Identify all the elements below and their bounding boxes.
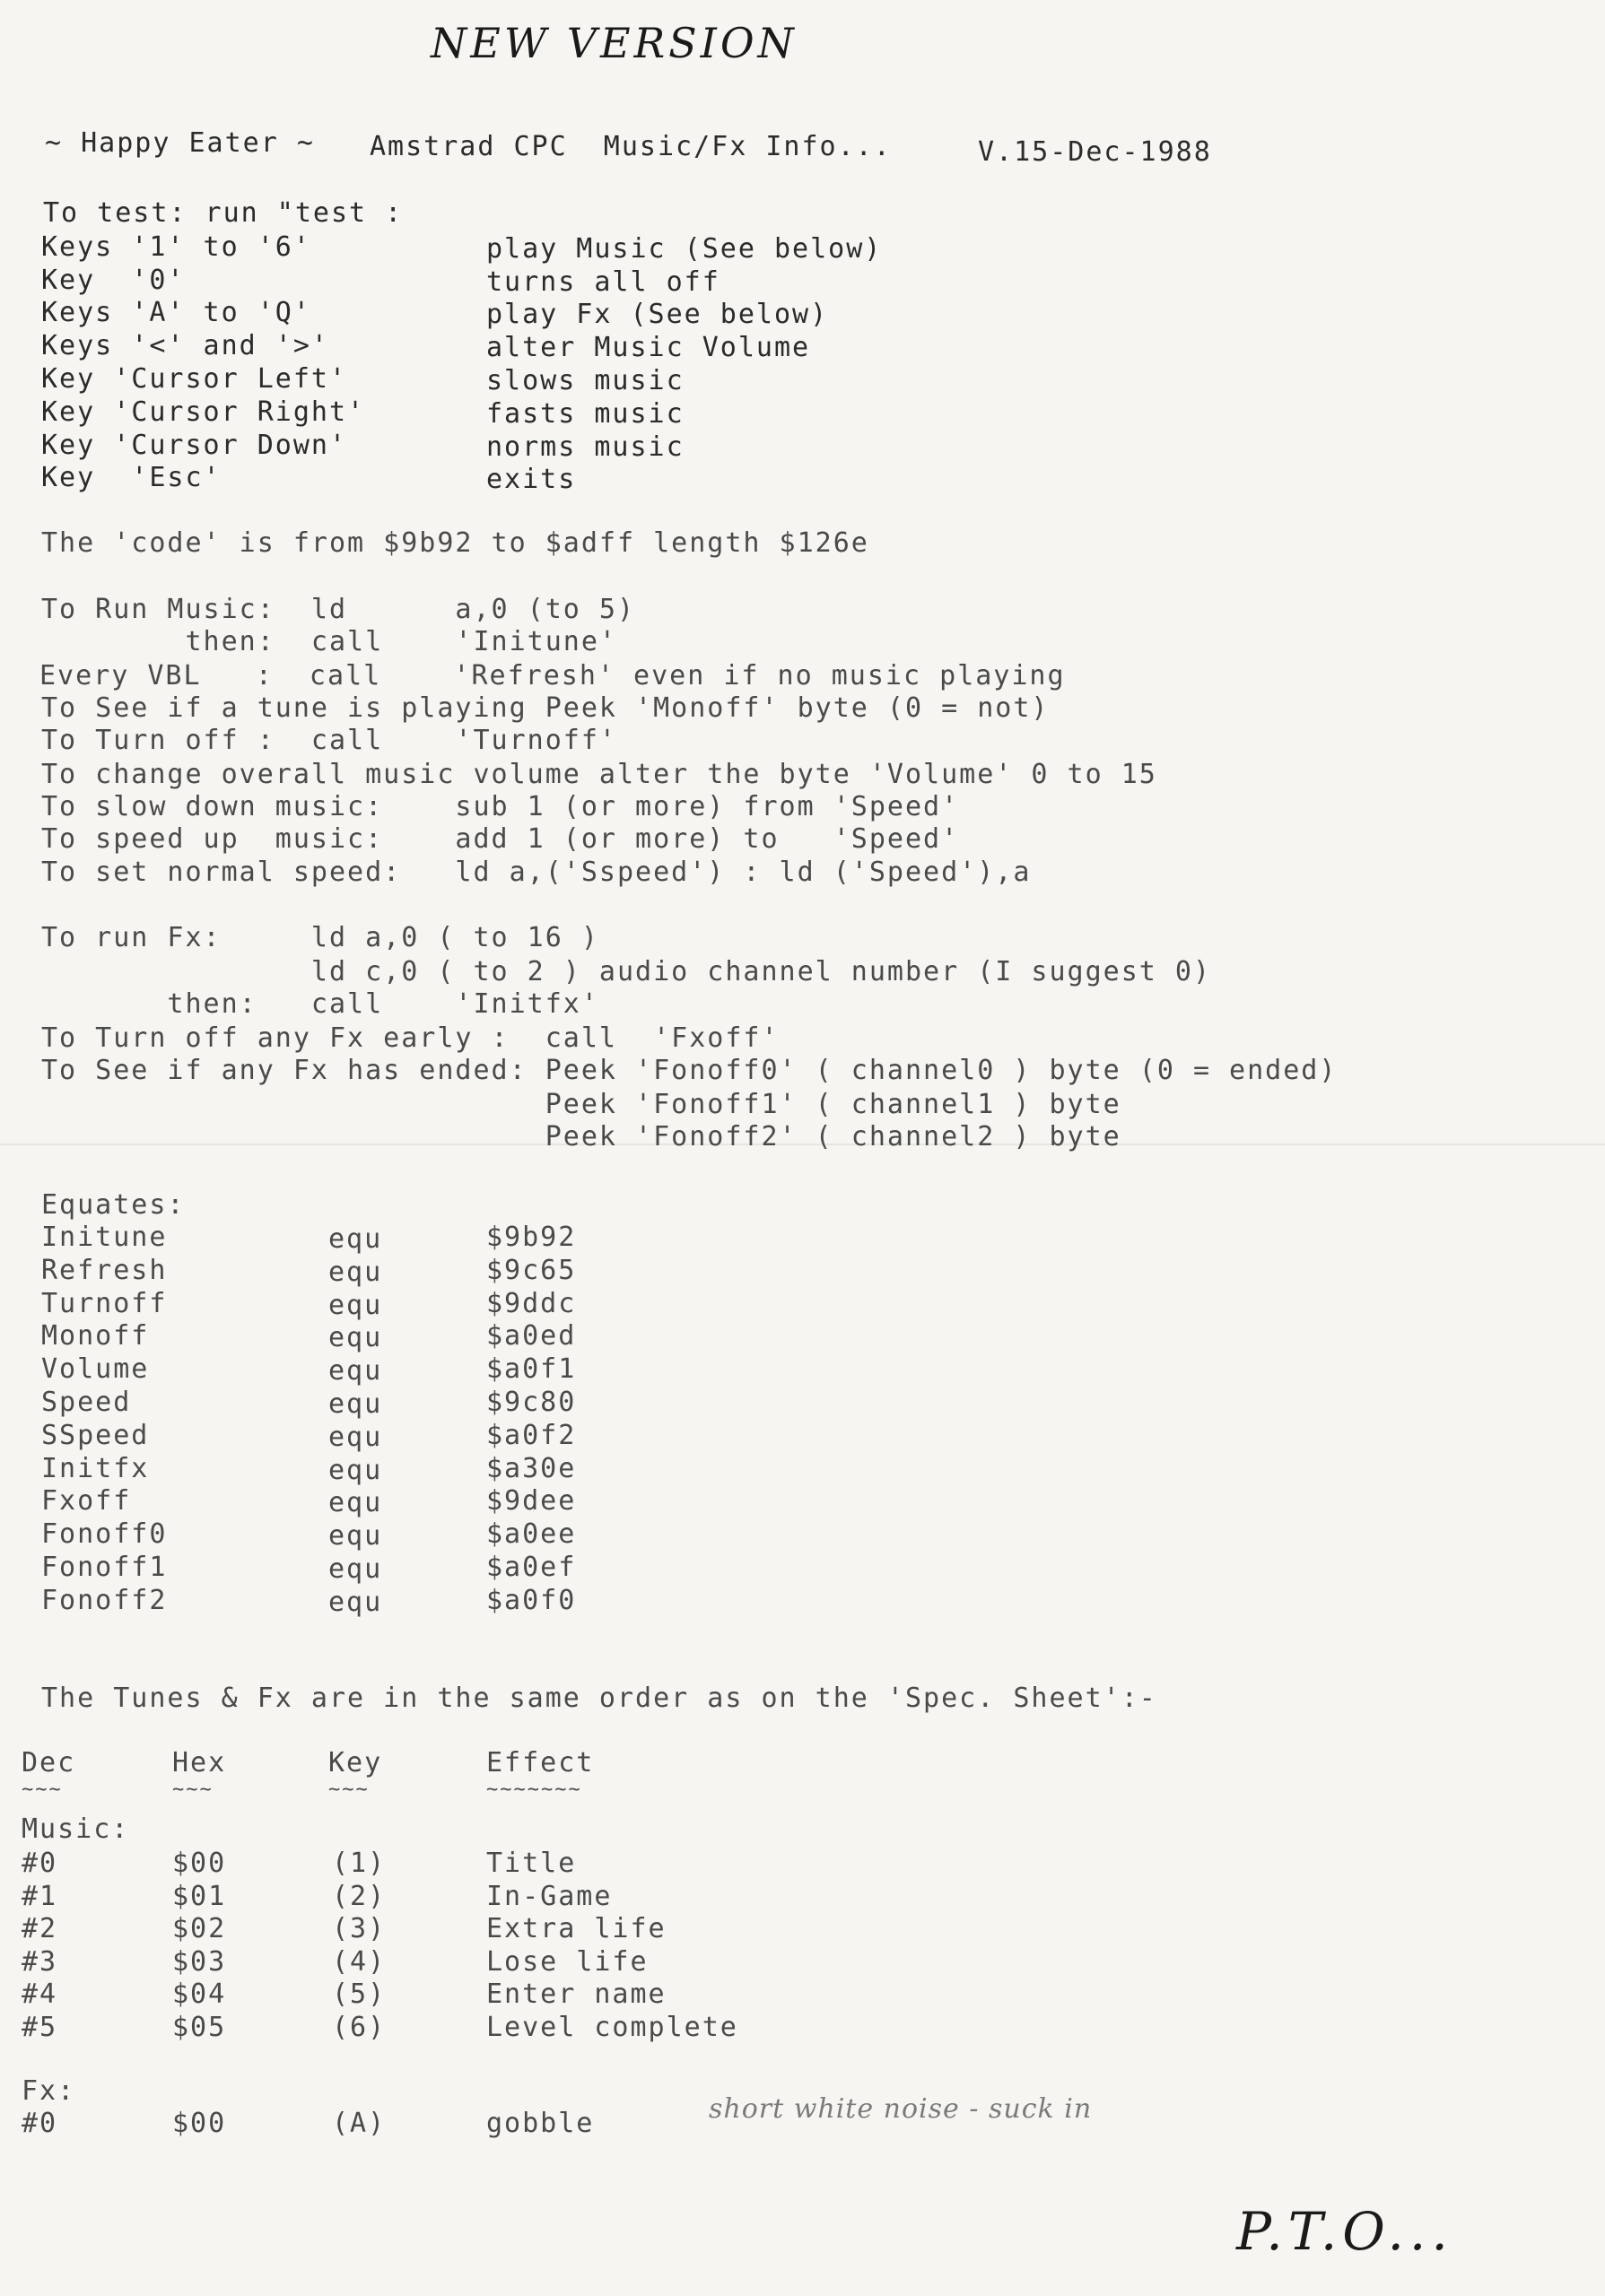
- test-intro: To test: run "test :: [43, 197, 404, 229]
- music-effect: Extra life: [486, 1913, 667, 1945]
- underline-effect: ~~~~~~~: [486, 1779, 582, 1801]
- music-effect: Lose life: [486, 1945, 649, 1978]
- equate-value: $a0ed: [486, 1320, 577, 1352]
- music-effect: In-Game: [486, 1880, 613, 1912]
- music-hex: $05: [172, 2012, 227, 2043]
- music-key: (3): [332, 1913, 387, 1945]
- equate-value: $a30e: [486, 1452, 577, 1484]
- title-center: Amstrad CPC Music/Fx Info...: [370, 131, 892, 162]
- fx-instruction-line: then: call 'Initfx': [41, 988, 599, 1020]
- equate-op: equ: [328, 1355, 383, 1387]
- music-dec: #3: [22, 1945, 58, 1978]
- fx-hex: $00: [172, 2108, 227, 2139]
- equate-name: Fonoff2: [41, 1584, 168, 1616]
- test-key-label: Key '0': [41, 265, 186, 296]
- music-instruction-line: To set normal speed: ld a,('Sspeed') : ld ('Speed'),a: [41, 857, 1032, 888]
- music-instruction-line: To speed up music: add 1 (or more) to 'Speed': [41, 823, 960, 855]
- test-key-action: alter Music Volume: [486, 332, 811, 363]
- handwritten-header: NEW VERSION: [431, 19, 798, 67]
- fx-effect: gobble: [486, 2108, 595, 2139]
- code-range-line: The 'code' is from $9b92 to $adff length $126e: [41, 527, 869, 559]
- handwritten-note: short white noise - suck in: [709, 2093, 1093, 2125]
- music-dec: #1: [22, 1880, 58, 1912]
- music-key: (2): [332, 1880, 387, 1912]
- order-line: The Tunes & Fx are in the same order as on the 'Spec. Sheet':-: [41, 1683, 1157, 1714]
- underline-hex: ~~~: [172, 1779, 214, 1801]
- fx-instruction-line: To See if any Fx has ended: Peek 'Fonoff0' ( channel0 ) byte (0 = ended): [41, 1055, 1338, 1086]
- header-dec: Dec: [22, 1747, 76, 1779]
- music-key: (6): [332, 2012, 387, 2043]
- test-key-label: Keys '1' to '6': [41, 231, 311, 263]
- music-dec: #4: [22, 1979, 58, 2011]
- equate-value: $9dee: [486, 1485, 577, 1518]
- test-key-action: play Music (See below): [486, 233, 883, 265]
- music-hex: $01: [172, 1880, 227, 1912]
- fx-dec: #0: [22, 2108, 58, 2139]
- equates-heading: Equates:: [41, 1189, 186, 1221]
- test-key-action: norms music: [486, 431, 685, 463]
- music-label: Music:: [22, 1813, 130, 1845]
- fx-instruction-line: To run Fx: ld a,0 ( to 16 ): [41, 922, 599, 953]
- music-effect: Level complete: [486, 2012, 738, 2043]
- handwritten-pto: P.T.O...: [1236, 2201, 1453, 2262]
- underline-key: ~~~: [328, 1779, 370, 1801]
- equate-name: Turnoff: [41, 1287, 168, 1319]
- title-left: ~ Happy Eater ~: [45, 127, 315, 159]
- equate-value: $a0f0: [486, 1584, 577, 1616]
- equate-value: $9c80: [486, 1387, 577, 1418]
- equate-op: equ: [328, 1487, 383, 1519]
- test-key-action: turns all off: [486, 266, 720, 298]
- test-key-label: Key 'Cursor Down': [41, 430, 348, 461]
- music-instruction-line: then: call 'Initune': [41, 626, 617, 657]
- equate-value: $a0ee: [486, 1518, 577, 1551]
- music-instruction-line: To See if a tune is playing Peek 'Monoff' byte (0 = not): [41, 692, 1050, 724]
- equate-op: equ: [328, 1289, 383, 1321]
- equate-name: Initfx: [41, 1452, 150, 1484]
- equate-value: $a0f2: [486, 1419, 577, 1451]
- test-key-label: Keys '<' and '>': [41, 330, 329, 361]
- equate-op: equ: [328, 1553, 383, 1585]
- title-version: V.15-Dec-1988: [978, 136, 1212, 168]
- fx-instruction-line: Peek 'Fonoff2' ( channel2 ) byte: [41, 1121, 1121, 1152]
- fx-instruction-line: Peek 'Fonoff1' ( channel1 ) byte: [41, 1089, 1121, 1120]
- music-instruction-line: To change overall music volume alter the byte 'Volume' 0 to 15: [41, 759, 1157, 790]
- equate-name: SSpeed: [41, 1419, 150, 1451]
- equate-value: $9c65: [486, 1254, 577, 1286]
- equate-name: Monoff: [41, 1320, 150, 1352]
- music-instruction-line: To slow down music: sub 1 (or more) from 'Speed': [41, 791, 960, 822]
- equate-name: Speed: [41, 1387, 132, 1418]
- equate-name: Refresh: [41, 1254, 168, 1286]
- equate-name: Fxoff: [41, 1485, 132, 1518]
- music-hex: $04: [172, 1979, 227, 2011]
- equate-value: $a0f1: [486, 1353, 577, 1386]
- music-dec: #2: [22, 1913, 58, 1945]
- music-key: (1): [332, 1848, 387, 1879]
- test-key-label: Key 'Esc': [41, 462, 222, 493]
- equate-name: Initune: [41, 1222, 168, 1253]
- test-key-action: slows music: [486, 365, 685, 396]
- music-hex: $02: [172, 1913, 227, 1945]
- header-hex: Hex: [172, 1747, 227, 1779]
- music-instruction-line: To Turn off : call 'Turnoff': [41, 725, 617, 756]
- equate-value: $9b92: [486, 1222, 577, 1253]
- equate-op: equ: [328, 1388, 383, 1420]
- underline-dec: ~~~: [22, 1779, 63, 1801]
- fx-instruction-line: ld c,0 ( to 2 ) audio channel number (I suggest 0): [41, 956, 1211, 987]
- music-hex: $00: [172, 1848, 227, 1879]
- music-instruction-line: Every VBL : call 'Refresh' even if no music playing: [39, 660, 1066, 691]
- equate-name: Fonoff0: [41, 1518, 168, 1551]
- music-dec: #0: [22, 1848, 58, 1879]
- equate-op: equ: [328, 1454, 383, 1486]
- fx-key: (A): [332, 2108, 387, 2139]
- music-effect: Enter name: [486, 1979, 667, 2011]
- music-key: (5): [332, 1979, 387, 2011]
- equate-op: equ: [328, 1256, 383, 1288]
- test-key-action: exits: [486, 464, 577, 495]
- equate-value: $a0ef: [486, 1552, 577, 1583]
- equate-op: equ: [328, 1586, 383, 1618]
- equate-op: equ: [328, 1421, 383, 1453]
- header-effect: Effect: [486, 1747, 595, 1779]
- fx-label: Fx:: [22, 2075, 76, 2107]
- music-hex: $03: [172, 1945, 227, 1978]
- header-key: Key: [328, 1747, 383, 1779]
- test-key-action: play Fx (See below): [486, 299, 829, 330]
- equate-value: $9ddc: [486, 1287, 577, 1319]
- equate-op: equ: [328, 1520, 383, 1552]
- equate-op: equ: [328, 1223, 383, 1255]
- test-key-label: Keys 'A' to 'Q': [41, 297, 311, 328]
- test-key-action: fasts music: [486, 398, 685, 430]
- music-effect: Title: [486, 1848, 577, 1879]
- music-instruction-line: To Run Music: ld a,0 (to 5): [41, 594, 636, 625]
- test-key-label: Key 'Cursor Right': [41, 396, 366, 428]
- equate-name: Volume: [41, 1353, 150, 1386]
- test-key-label: Key 'Cursor Left': [41, 363, 348, 395]
- music-dec: #5: [22, 2012, 58, 2043]
- equate-name: Fonoff1: [41, 1552, 168, 1583]
- fx-instruction-line: To Turn off any Fx early : call 'Fxoff': [41, 1022, 780, 1054]
- equate-op: equ: [328, 1322, 383, 1354]
- music-key: (4): [332, 1945, 387, 1978]
